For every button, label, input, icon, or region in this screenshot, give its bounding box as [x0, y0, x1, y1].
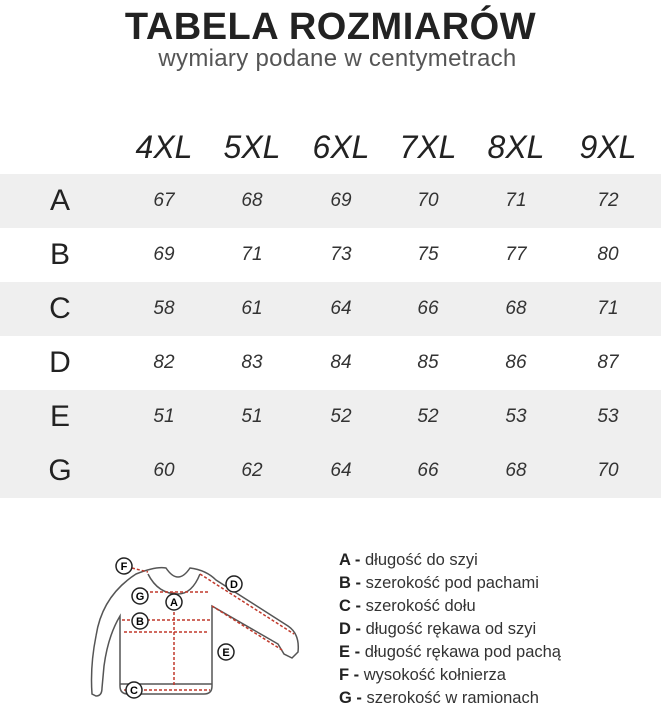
table-cell: 51 [153, 406, 175, 427]
table-cell: 64 [330, 460, 352, 481]
legend-key: D [339, 620, 351, 638]
table-cell: 80 [597, 244, 619, 265]
legend-item [339, 618, 561, 641]
svg-text:G: G [135, 591, 145, 603]
legend-item [339, 687, 561, 710]
table-cell: 86 [505, 352, 527, 373]
table-row [0, 444, 661, 498]
size-header: 6XL [312, 128, 370, 165]
table-cell: 82 [153, 352, 175, 373]
legend-sep: - [351, 689, 367, 707]
svg-text:C: C [130, 685, 138, 697]
svg-text:A: A [170, 597, 178, 609]
row-label: B [49, 238, 70, 271]
table-row [0, 282, 661, 336]
table-cell: 67 [153, 190, 175, 211]
legend-key: A [339, 551, 351, 569]
table-cell: 71 [505, 190, 527, 211]
table-cell: 71 [241, 244, 263, 265]
table-cell: 58 [153, 298, 175, 319]
table-cell: 60 [153, 460, 175, 481]
table-cell: 71 [597, 298, 619, 319]
row-label: A [49, 184, 70, 217]
svg-text:F: F [120, 561, 128, 573]
legend-key: F [339, 666, 350, 684]
legend-item [339, 641, 561, 664]
legend-key: C [339, 597, 351, 615]
legend-sep: - [350, 620, 366, 638]
table-cell: 52 [330, 406, 352, 427]
size-table [0, 120, 661, 498]
table-cell: 84 [330, 352, 352, 373]
table-cell: 66 [417, 298, 439, 319]
legend-sep: - [350, 574, 366, 592]
legend-key: G [339, 689, 352, 707]
sweatshirt-diagram [88, 556, 318, 706]
size-header: 4XL [135, 128, 193, 165]
table-cell: 72 [597, 190, 619, 211]
row-label: E [49, 400, 70, 433]
row-label: D [49, 346, 71, 379]
legend-sep: - [349, 666, 364, 684]
table-cell: 68 [505, 460, 527, 481]
size-header-row [0, 120, 661, 174]
table-cell: 69 [153, 244, 175, 265]
legend-text: długość rękawa od szyi [365, 620, 537, 638]
legend-sep: - [350, 643, 365, 661]
measure-lines [122, 568, 294, 690]
legend-key: B [339, 574, 351, 592]
table-cell: 70 [597, 460, 619, 481]
table-cell: 64 [330, 298, 352, 319]
row-label: G [48, 454, 72, 487]
size-header: 5XL [223, 128, 281, 165]
legend-text: szerokość pod pachami [365, 574, 539, 592]
table-cell: 51 [241, 406, 263, 427]
legend-key: E [339, 643, 351, 661]
table-row [0, 390, 661, 444]
svg-text:D: D [230, 579, 238, 591]
legend-text: szerokość w ramionach [366, 689, 539, 707]
table-cell: 62 [241, 460, 263, 481]
table-cell: 69 [330, 190, 352, 211]
table-cell: 70 [417, 190, 439, 211]
legend-text: wysokość kołnierza [363, 666, 506, 684]
size-header: 9XL [579, 128, 637, 165]
table-row [0, 174, 661, 228]
svg-text:E: E [222, 647, 230, 659]
legend-text: szerokość dołu [365, 597, 476, 615]
measurement-legend [339, 549, 561, 710]
table-cell: 53 [505, 406, 527, 427]
legend-sep: - [350, 551, 365, 569]
table-cell: 73 [330, 244, 352, 265]
table-cell: 52 [417, 406, 439, 427]
legend-item [339, 595, 561, 618]
size-header: 8XL [487, 128, 545, 165]
table-cell: 66 [417, 460, 439, 481]
measure-labels [116, 558, 242, 698]
table-cell: 77 [505, 244, 527, 265]
table-cell: 87 [597, 352, 619, 373]
table-row [0, 336, 661, 390]
table-cell: 68 [505, 298, 527, 319]
row-label: C [49, 292, 71, 325]
legend-sep: - [350, 597, 366, 615]
size-header: 7XL [399, 128, 457, 165]
legend-text: długość rękawa pod pachą [364, 643, 561, 661]
legend-text: długość do szyi [364, 551, 478, 569]
page-subtitle: wymiary podane w centymetrach [158, 45, 517, 72]
table-cell: 85 [417, 352, 439, 373]
legend-item [339, 549, 561, 572]
legend-item [339, 572, 561, 595]
table-cell: 75 [417, 244, 439, 265]
table-cell: 68 [241, 190, 263, 211]
svg-text:B: B [136, 616, 144, 628]
table-cell: 61 [241, 298, 263, 319]
table-cell: 83 [241, 352, 263, 373]
page-title: TABELA ROZMIARÓW [124, 6, 537, 48]
legend-item [339, 664, 561, 687]
table-cell: 53 [597, 406, 619, 427]
table-row [0, 228, 661, 282]
